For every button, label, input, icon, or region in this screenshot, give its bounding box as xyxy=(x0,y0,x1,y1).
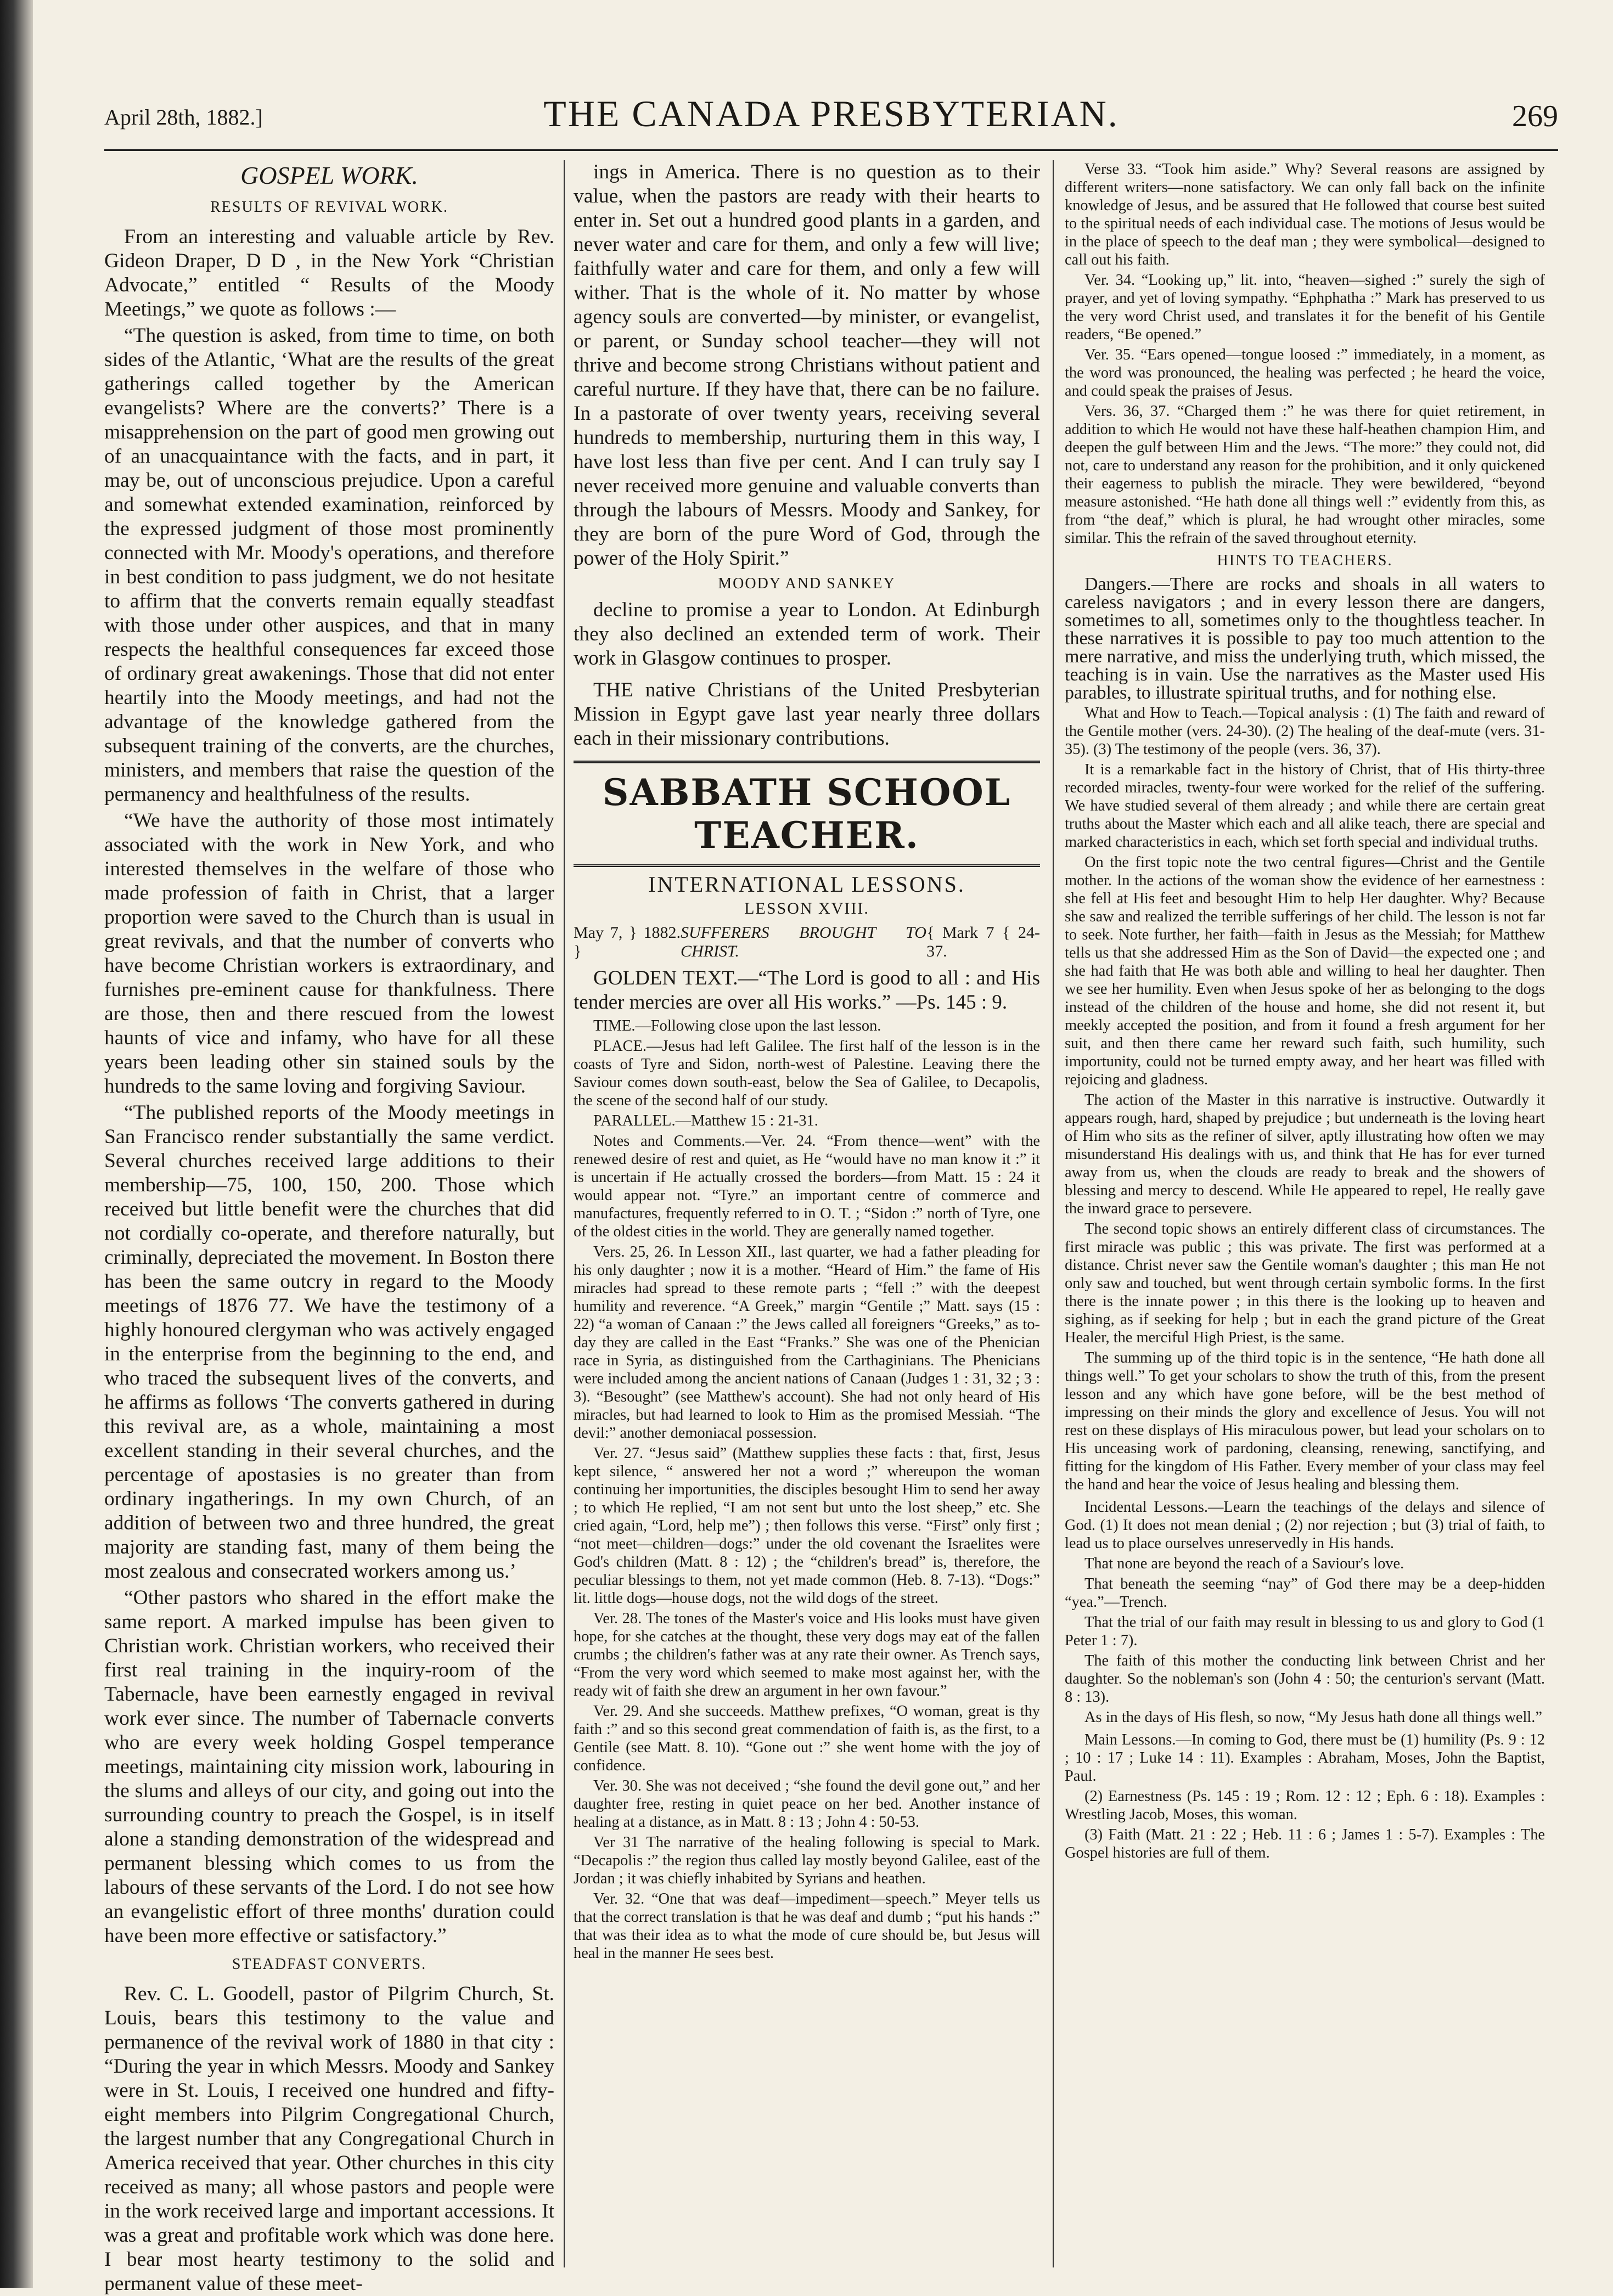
notes-paragraph: Verse 33. “Took him aside.” Why? Several reasons are assigned by different writers—none satisfactory. We can only fall back on the infinite knowledge of Jesus, and be assured that He followed that course best suited to the spiritual needs of each individual case. The motions of Jesus would be in the place of speech to the deaf man ; they were symbolical—designed to call out his faith. xyxy=(1065,161,1545,268)
hints-paragraph: That the trial of our faith may result in blessing to us and glory to God (1 Peter 1 : 7). xyxy=(1065,1614,1545,1649)
hints-paragraph: Main Lessons.—In coming to God, there must be (1) humility (Ps. 9 : 12 ; 10 : 17 ; Luke 14 : 11). Examples : Abraham, Moses, John the Baptist, Paul. xyxy=(1065,1731,1545,1785)
lesson-place: PLACE.—Jesus had left Galilee. The first half of the lesson is in the coasts of Tyre and Sidon, north-west of Palestine. Leaving there the Saviour comes down south-east, below the Sea of Galilee, to Decapolis, the scene of the second half of our study. xyxy=(574,1038,1040,1109)
hints-paragraph: It is a remarkable fact in the history of Christ, that of His thirty-three recorded miracles, twenty-four were worked for the relief of the suffering. We have studied several of them already ; and while there are certain great truths about the Master which each and all alike teach, there are special and marked characteristics in each, which set forth special and individual truths. xyxy=(1065,761,1545,851)
hints-paragraph: What and How to Teach.—Topical analysis : (1) The faith and reward of the Gentile mother (vers. 24-30). (2) The healing of the deaf-mute (vers. 31-35). (3) The testimony of the people (vers. 36, 37). xyxy=(1065,705,1545,758)
notes-paragraph: Ver. 32. “One that was deaf—impediment—speech.” Meyer tells us that the correct translation is that he was deaf and dumb ; “put his hands :” that was their idea as to what the mode of cure should be, but Jesus will heal in the manner He sees best. xyxy=(574,1890,1040,1962)
notes-paragraph: Ver. 35. “Ears opened—tongue loosed :” immediately, in a moment, as the word was pronounced, the healing was perfected ; he heard the voice, and could speak the praises of Jesus. xyxy=(1065,346,1545,399)
lesson-date: May 7, } 1882. } xyxy=(574,924,681,960)
section-title-gospel-work: GOSPEL WORK. xyxy=(240,161,418,189)
sabbath-school-teacher-banner: SABBATH SCHOOL TEACHER. xyxy=(574,761,1040,867)
column-gospel-work xyxy=(104,160,554,2295)
hints-paragraph: The faith of this mother the conducting link between Christ and her daughter. So the nobleman's son (John 4 : 50; the centurion's servant (Matt. 8 : 13). xyxy=(1065,1652,1545,1706)
paragraph: “The published reports of the Moody meetings in San Francisco render substantially the same verdict. Several churches received large additions to their membership—75, 100, 150, 200. Those which received but little benefit were the churches that did not cordially co-operate, and therefore naturally, but criminally, depreciated the movement. In Boston there has been the same outcry in regard to the Moody meetings of 1876 77. We have the testimony of a highly honoured clergyman who was actively engaged in the enterprise from the beginning to the end, and who traced the subsequent lives of the converts, and he affirms as follows ‘The converts gathered in during this revival are, as a whole, maintaining a most excellent standing in their several churches, and the percentage of apostasies is no greater than from ordinary ingatherings. In my own Church, of an addition of between two and three hundred, the great majority are standing fast, many of them being the most zealous and consecrated workers among us.’ xyxy=(104,1101,554,1583)
paragraph: “We have the authority of those most intimately associated with the work in New York, and who interested themselves in the welfare of those who made profession of faith in Christ, that a larger proportion were saved to the Church than is usual in great revivals, and that the number of converts who have become Christian workers is extraordinary, and furnishes pre-eminent cause for thankfulness. There are those, then and there rescued from the lowest haunts of vice and infamy, who have for all these years been leading other sin stained souls by the hundreds to the same loving and forgiving Saviour. xyxy=(104,809,554,1098)
subheading-hints-to-teachers: HINTS TO TEACHERS. xyxy=(1217,552,1393,569)
hints-paragraph: Dangers.—There are rocks and shoals in all waters to careless navigators ; and in every lesson there are dangers, sometimes to all, sometimes only to the thoughtless teacher. In these narratives it is possible to pay too much attention to the mere narrative, and miss the underlying truth, which missed, the teaching is in vain. Use the narratives as the Master used His parables, to illustrate spiritual truths, and for nothing else. xyxy=(1065,574,1545,703)
masthead-title: THE CANADA PRESBYTERIAN. xyxy=(543,93,1119,134)
paragraph: “The question is asked, from time to time, on both sides of the Atlantic, ‘What are the results of the great gatherings called together by the American evangelists? Where are the converts?’ There is a misapprehension on the part of good men growing out of an unacquaintance with the facts, and in part, it may be, out of unconscious prejudice. Upon a careful and somewhat extended examination, reinforced by the expressed judgment of those most prominently connected with Mr. Moody's operations, and therefore in best condition to pass judgment, we do not hesitate to affirm that the converts remain equally steadfast with those under other auspices, and that in many respects the healthful consequences far exceed those of ordinary great awakenings. Those that did not enter heartily into the Moody meetings, and had not the advantage of the knowledge gathered from the subsequent training of the converts, are the churches, ministers, and members that raise the question of the permanency and healthfulness of the results. xyxy=(104,324,554,806)
subheading-moody-sankey: MOODY AND SANKEY xyxy=(718,575,896,592)
hints-paragraph: That beneath the seeming “nay” of God there may be a deep-hidden “yea.”—Trench. xyxy=(1065,1575,1545,1611)
hints-paragraph: The action of the Master in this narrative is instructive. Outwardly it appears rough, hard, shaped by prejudice ; but underneath is the loving heart of Him who sits as the refiner of silver, aptly illustrating how often we may misunderstand His dealings with us, and think that He has for ever turned away from us, when the clouds are ready to break and the showers of blessing and mercy to descend. While He appeared to repel, He really gave the inward grace to persevere. xyxy=(1065,1091,1545,1217)
paragraph: “Other pastors who shared in the effort make the same report. A marked impulse has been given to Christian work. Christian workers, who received their first real training in the inquiry-room of the Tabernacle, have been earnestly engaged in revival work ever since. The number of Tabernacle converts who are every week holding Gospel temperance meetings, maintaining city mission work, labouring in the slums and alleys of our city, and going out into the surrounding country to preach the Gospel, is in itself alone a standing demonstration of the widespread and permanent blessing which comes to us from the labours of these servants of the Lord. I do not see how an evangelistic effort of three months' duration could have been more effective or satisfactory.” xyxy=(104,1586,554,1947)
hints-paragraph: The second topic shows an entirely different class of circumstances. The first miracle was public ; this was private. The first was performed at a distance. Christ never saw the Gentile woman's daughter ; this man He not only saw and touched, but went through certain symbolic forms. In the first there is the innate power ; in this there is the looking up to heaven and sighing, as if seeking for help ; but in each the grand picture of the Great Healer, the merciful High Priest, is the same. xyxy=(1065,1220,1545,1346)
notes-paragraph: Vers. 25, 26. In Lesson XII., last quarter, we had a father pleading for his only daughter ; now it is a mother. “Heard of Him.” the fame of His miracles had spread to these remote parts ; “fell :” with the deepest humility and reverence. “A Greek,” margin “Gentile ;” Matt. says (15 : 22) “a woman of Canaan :” the Jews called all foreigners “Greeks,” as to-day they are called in the East “Franks.” She was one of the Phenician race in Syria, as distinguished from the Carthaginians. The Phenicians were included among the ancient nations of Canaan (Judges 1 : 31, 32 ; 3 : 3). “Besought” (see Matthew's account). She had not only heard of His miracles, but had learned to look to Him as the promised Messiah. “The devil:” another demoniacal possession. xyxy=(574,1243,1040,1442)
header-rule xyxy=(104,149,1558,151)
subheading-steadfast-converts: STEADFAST CONVERTS. xyxy=(232,1956,427,1973)
paragraph: ings in America. There is no question as to their value, when the pastors are ready with their hearts to enter in. Set out a hundred good plants in a garden, and never water and care for them, and only a few will live; faithfully water and care for them, and only a few will wither. That is the whole of it. No matter by whose agency souls are converted—by minister, or evangelist, or parent, or Sunday school teacher—they will not thrive and become strong Christians without patient and careful nurture. If they have that, there can be no failure. In a pastorate of over twenty years, receiving several hundreds to membership, nurturing them in this way, I have lost less than five per cent. And I can truly say I never received more genuine and valuable converts than through the labours of Messrs. Moody and Sankey, for they are born of the pure Word of God, through the power of the Holy Spirit.” xyxy=(574,161,1040,570)
paragraph: THE native Christians of the United Presbyterian Mission in Egypt gave last year nearly three dollars each in their missionary contributions. xyxy=(574,679,1040,750)
notes-paragraph: Ver. 29. And she succeeds. Matthew prefixes, “O woman, great is thy faith :” and so this second great commendation of faith is, as the first, to a Gentile (see Matt. 8. 10). “Gone out :” she went home with the joy of confidence. xyxy=(574,1703,1040,1774)
column-divider-2 xyxy=(1053,160,1054,2267)
paragraph: Rev. C. L. Goodell, pastor of Pilgrim Church, St. Louis, bears this testimony to the value and permanence of the revival work of 1880 in that city : “During the year in which Messrs. Moody and Sankey were in St. Louis, I received one hundred and fifty-eight members into Pilgrim Congregational Church, the largest number that any Congregational Church in America received that year. Other churches in this city received as many; all whose pastors and people were in the work received large and important accessions. It was a great and profitable work which was done here. I bear most hearty testimony to the solid and permanent value of these meet- xyxy=(104,1983,554,2295)
page-number: 269 xyxy=(1512,99,1558,133)
notes-paragraph: Vers. 36, 37. “Charged them :” he was there for quiet retirement, in addition to which He would not have these half-heathen champion Him, and deepen the gulf between Him and the Jews. “The more:” they could not, did not, care to understand any reason for the prohibition, and it only quickened their eagerness to publish the miracle. They were bewildered, “beyond measure astonished. “He hath done all things well :” evidently from this, as from “the deaf,” which is plural, he had wrought other miracles, some similar. This the refrain of the saved throughout eternity. xyxy=(1065,403,1545,547)
lesson-number: LESSON XVIII. xyxy=(744,899,869,918)
paragraph: From an interesting and valuable article by Rev. Gideon Draper, D D , in the New York “Christian Advocate,” entitled “ Results of the Moody Meetings,” we quote as follows :— xyxy=(104,226,554,320)
lesson-scripture-ref: { Mark 7 { 24-37. xyxy=(926,924,1040,960)
lesson-parallel: PARALLEL.—Matthew 15 : 21-31. xyxy=(593,1112,818,1129)
column-middle xyxy=(574,160,1040,2273)
paragraph: decline to promise a year to London. At Edinburgh they also declined an extended term of work. Their work in Glasgow continues to prosper. xyxy=(574,599,1040,669)
notes-paragraph: Ver. 30. She was not deceived ; “she found the devil gone out,” and her daughter free, resting in quiet peace on her bed. Another instance of healing at a distance, as in Matt. 8 : 13 ; John 4 : 50-53. xyxy=(574,1777,1040,1831)
hints-paragraph: As in the days of His flesh, so now, “My Jesus hath done all things well.” xyxy=(1084,1709,1543,1726)
lesson-time: TIME.—Following close upon the last lesson. xyxy=(593,1017,881,1034)
column-right xyxy=(1065,160,1545,2273)
lesson-title-row xyxy=(574,924,1040,961)
page-header xyxy=(104,88,1558,148)
column-divider-1 xyxy=(564,160,565,2267)
subheading-revival-results: RESULTS OF REVIVAL WORK. xyxy=(210,199,448,216)
international-lessons-heading: INTERNATIONAL LESSONS. xyxy=(648,872,965,897)
lesson-title: SUFFERERS BROUGHT TO CHRIST. xyxy=(680,924,927,960)
hints-paragraph: On the first topic note the two central figures—Christ and the Gentile mother. In the actions of the woman show the evidence of her earnestness : she fell at His feet and besought Him to help Her daughter. Why? Because she saw and realized the terrible sufferings of her child. The lesson is not far to seek. Note further, her faith—faith in Jesus as the Messiah; for Matthew tells us that she addressed Him as the Son of David—the expected one ; and she had faith that He was both able and willing to heal her daughter. Then we see her humility. Even when Jesus spoke of her as belonging to the dogs instead of the children of the house and home, she did not resent it, but meekly accepted the position, and from it found a fresh argument for her suit, and then there came her reward such faith, such humility, such importunity, could not be turned empty away, and her heart was filled with rejoicing and gladness. xyxy=(1065,854,1545,1088)
hints-paragraph: The summing up of the third topic is in the sentence, “He hath done all things well.” To get your scholars to show the truth of this, from the present lesson and any which have gone before, will be the best method of impressing on their minds the glory and excellence of Jesus. You will not rest on these displays of His miraculous power, but lead your scholars on to His unceasing work of pardoning, cleansing, renewing, sanctifying, and fitting for the kingdom of His Father. Every member of your class may feel the hand and hear the voice of Jesus healing and blessing them. xyxy=(1065,1349,1545,1493)
hints-paragraph: Incidental Lessons.—Learn the teachings of the delays and silence of God. (1) It does not mean denial ; (2) nor rejection ; but (3) trial of faith, to lead us to place ourselves unreservedly in His hands. xyxy=(1065,1499,1545,1552)
hints-paragraph: (2) Earnestness (Ps. 145 : 19 ; Rom. 12 : 12 ; Eph. 6 : 18). Examples : Wrestling Jacob, Moses, this woman. xyxy=(1065,1788,1545,1823)
notes-paragraph: Ver. 28. The tones of the Master's voice and His looks must have given hope, for she catches at the thought, these very dogs may eat of the fallen crumbs ; the children's father was at any rate their owner. As Trench says, “From the very word which seemed to make most against her, with the ready wit of faith she drew an argument in her own favour.” xyxy=(574,1610,1040,1700)
notes-paragraph: Ver. 34. “Looking up,” lit. into, “heaven—sighed :” surely the sigh of prayer, and yet of loving sympathy. “Ephphatha :” Mark has preserved to us the very word Christ used, and translates it for the benefit of his Gentile readers, “Be opened.” xyxy=(1065,272,1545,343)
book-binding-edge xyxy=(0,0,33,2288)
notes-paragraph: Notes and Comments.—Ver. 24. “From thence—went” with the renewed desire of rest and quiet, as He “would have no man know it :” it is uncertain if He actually crossed the borders—from Matt. 15 : 24 it would appear not. “Tyre.” an important centre of commerce and manufactures, frequently referred to in O. T. ; “Sidon :” north of Tyre, one of the oldest cities in the world. They are generally named together. xyxy=(574,1133,1040,1240)
issue-date: April 28th, 1882.] xyxy=(104,105,263,130)
golden-text: GOLDEN TEXT.—“The Lord is good to all : and His tender mercies are over all His works.” —Ps. 145 : 9. xyxy=(574,967,1040,1014)
hints-paragraph: (3) Faith (Matt. 21 : 22 ; Heb. 11 : 6 ; James 1 : 5-7). Examples : The Gospel histories are full of them. xyxy=(1065,1826,1545,1861)
notes-paragraph: Ver 31 The narrative of the healing following is special to Mark. “Decapolis :” the region thus called lay mostly beyond Galilee, east of the Jordan ; it was chiefly inhabited by Syrians and heathen. xyxy=(574,1834,1040,1887)
hints-paragraph: That none are beyond the reach of a Saviour's love. xyxy=(1084,1555,1404,1572)
notes-paragraph: Ver. 27. “Jesus said” (Matthew supplies these facts : that, first, Jesus kept silence, “ answered her not a word ;” whereupon the woman continuing her importunities, the disciples besought Him to send her away ; to which He replied, “I am not sent but unto the lost sheep,” etc. She cried again, “Lord, help me”) ; then follows this verse. “First” only first ; “not meet—children—dogs:” under the old covenant the Israelites were God's children (Matt. 8 : 12) ; the “children's bread” is, therefore, the peculiar blessings to them, not yet made common (Heb. 8. 7-13). “Dogs:” lit. little dogs—house dogs, not the wild dogs of the street. xyxy=(574,1445,1040,1607)
